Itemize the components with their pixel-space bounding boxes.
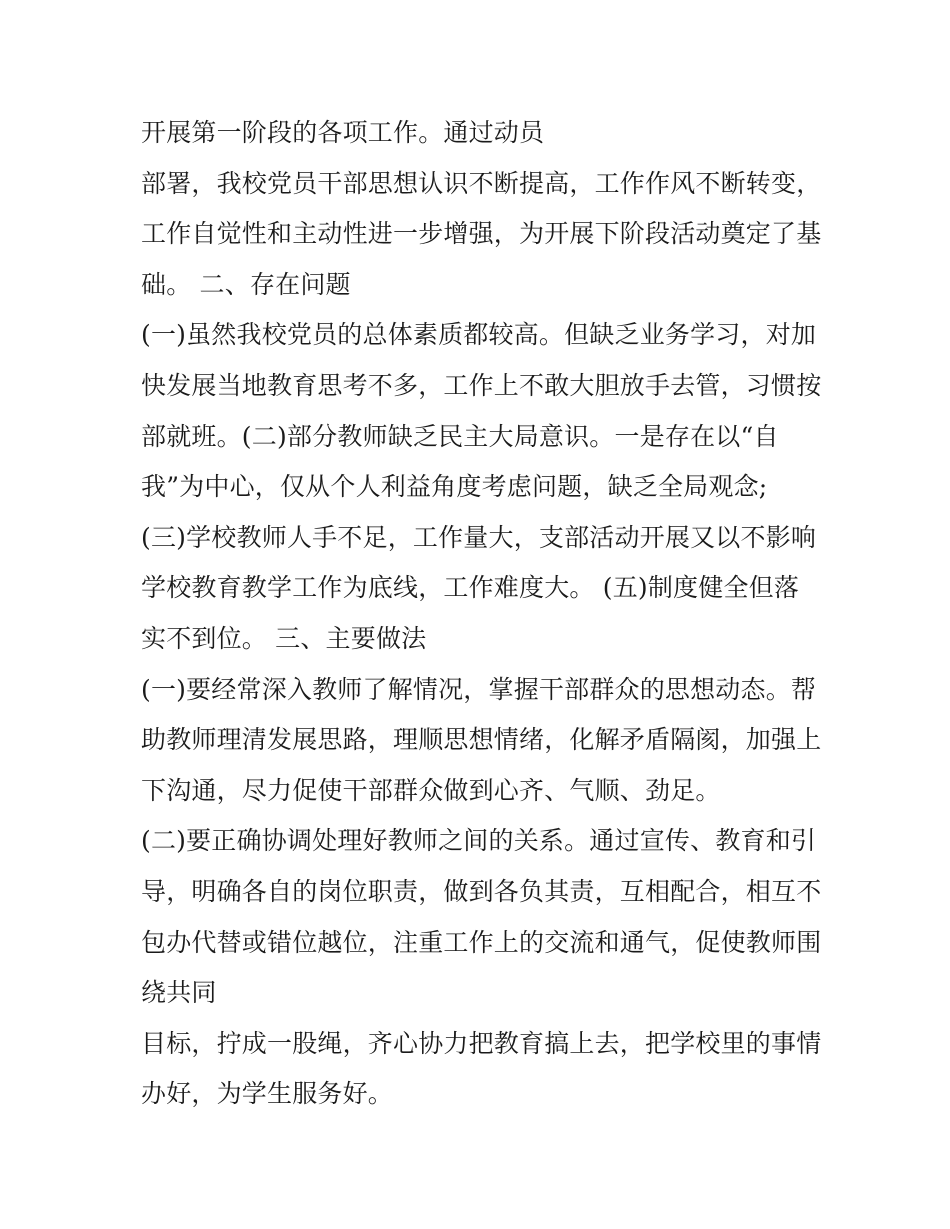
text-line: (二)要正确协调处理好教师之间的关系。通过宣传、教育和引 — [141, 826, 817, 856]
text-line: (三)学校教师人手不足，工作量大，支部活动开展又以不影响 — [141, 522, 817, 552]
text-line: 部就班。(二)部分教师缺乏民主大局意识。一是存在以“自 — [141, 421, 779, 451]
text-line: 办好，为学生服务好。 — [141, 1079, 394, 1109]
text-line: 包办代替或错位越位，注重工作上的交流和通气，促使教师围 — [141, 927, 822, 957]
text-line: 我”为中心，仅从个人利益角度考虑问题，缺乏全局观念; — [141, 472, 768, 502]
text-line: 开展第一阶段的各项工作。通过动员 — [141, 118, 545, 147]
text-line: (一)要经常深入教师了解情况，掌握干部群众的思想动态。帮 — [141, 674, 817, 704]
text-line: 助教师理清发展思路，理顺思想情绪，化解矛盾隔阂，加强上 — [141, 725, 822, 755]
text-line: 导，明确各自的岗位职责，做到各负其责，互相配合，相互不 — [141, 876, 822, 906]
text-line: 学校教育教学工作为底线，工作难度大。 (五)制度健全但落 — [141, 573, 800, 603]
text-line: 绕共同 — [141, 978, 217, 1008]
text-line: 下沟通，尽力促使干部群众做到心齐、气顺、劲足。 — [141, 775, 721, 805]
text-line: 快发展当地教育思考不多，工作上不敢大胆放手去管，习惯按 — [141, 370, 822, 400]
text-line: 目标，拧成一股绳，齐心协力把教育搞上去，把学校里的事情 — [141, 1028, 822, 1058]
text-line: 础。 二、存在问题 — [141, 269, 351, 299]
text-line: 实不到位。 三、主要做法 — [141, 623, 427, 653]
text-line: 部署，我校党员干部思想认识不断提高，工作作风不断转变， — [141, 168, 822, 198]
document-body — [141, 108, 831, 1120]
text-line: (一)虽然我校党员的总体素质都较高。但缺乏业务学习，对加 — [141, 320, 817, 350]
text-line: 工作自觉性和主动性进一步增强，为开展下阶段活动奠定了基 — [141, 219, 822, 249]
